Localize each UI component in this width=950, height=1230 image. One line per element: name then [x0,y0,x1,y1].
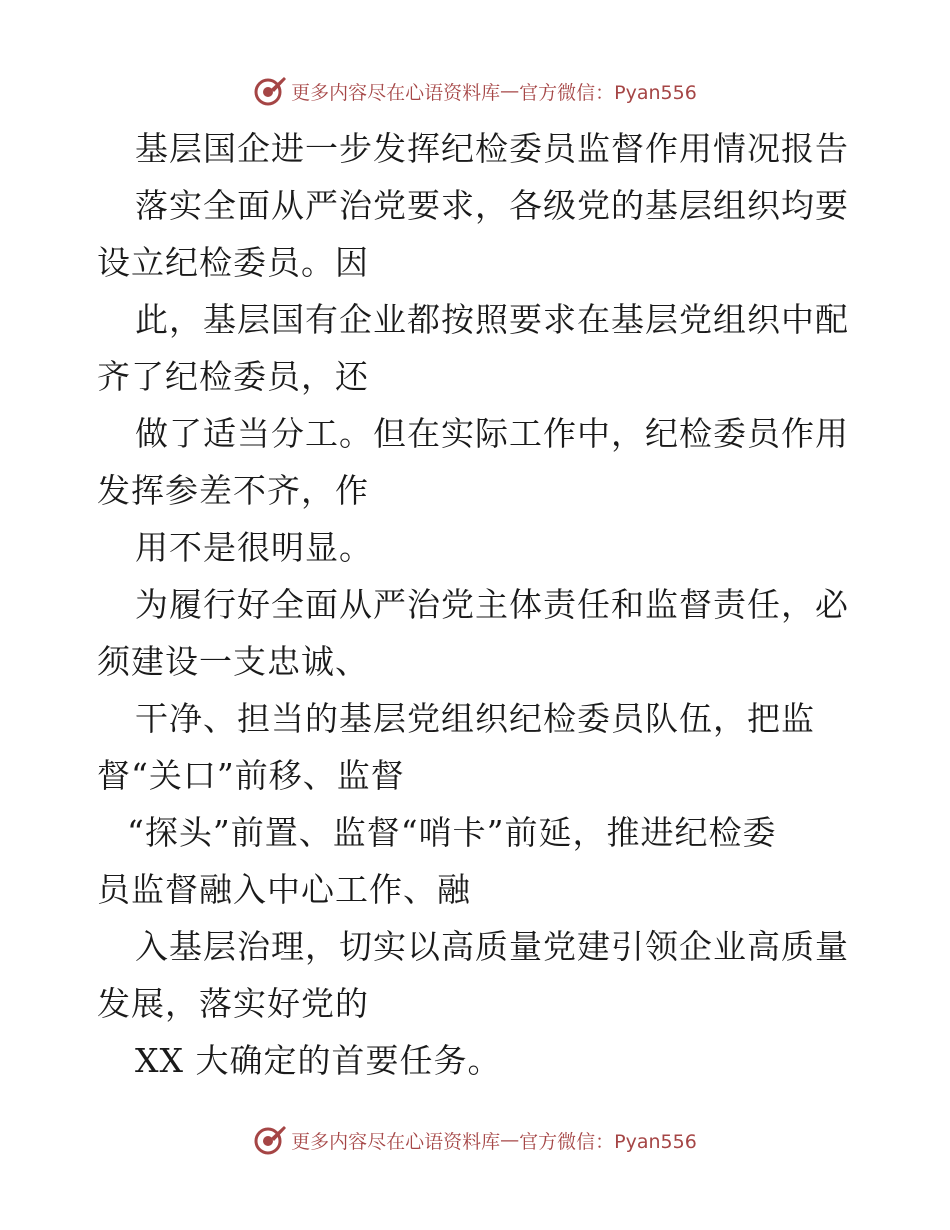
paragraph-line: 员监督融入中心工作、融 [97,870,471,909]
document-body [97,120,857,1089]
paragraph-line: “探头”前置、监督“哨卡”前延，推进纪检委 [127,813,777,852]
paragraph-line: 用不是很明显。 [135,528,373,567]
banner-wechat: 官方微信：Pyan556 [519,1130,697,1153]
banner-title: 更多内容尽在心语资料库 [291,1130,501,1153]
pen-logo-icon [253,1123,287,1157]
pen-logo-icon [253,74,287,108]
paragraph-line: 设立纪检委员。因 [97,243,369,282]
header-banner [0,71,950,111]
document-title: 基层国企进一步发挥纪检委员监督作用情况报告 [135,129,849,168]
banner-dash: — [500,1129,520,1151]
paragraph-line: 干净、担当的基层党组织纪检委员队伍，把监 [135,699,815,738]
paragraph-line: 发挥参差不齐，作 [97,471,369,510]
footer-banner [0,1120,950,1160]
banner-dash: — [500,80,520,102]
banner-wechat: 官方微信：Pyan556 [519,81,697,104]
paragraph-line: 做了适当分工。但在实际工作中，纪检委员作用 [135,414,849,453]
paragraph-line: 督“关口”前移、监督 [97,756,405,795]
paragraph-line: 落实全面从严治党要求，各级党的基层组织均要 [135,186,849,225]
paragraph-line: 齐了纪检委员，还 [97,357,369,396]
paragraph-line: 入基层治理，切实以高质量党建引领企业高质量 [135,927,849,966]
paragraph-line: 须建设一支忠诚、 [97,642,369,681]
paragraph-line: 此，基层国有企业都按照要求在基层党组织中配 [135,300,849,339]
paragraph-line: 为履行好全面从严治党主体责任和监督责任，必 [135,585,849,624]
paragraph-line: 发展，落实好党的 [97,984,369,1023]
banner-title: 更多内容尽在心语资料库 [291,81,501,104]
paragraph-line: XX 大确定的首要任务。 [135,1041,502,1080]
